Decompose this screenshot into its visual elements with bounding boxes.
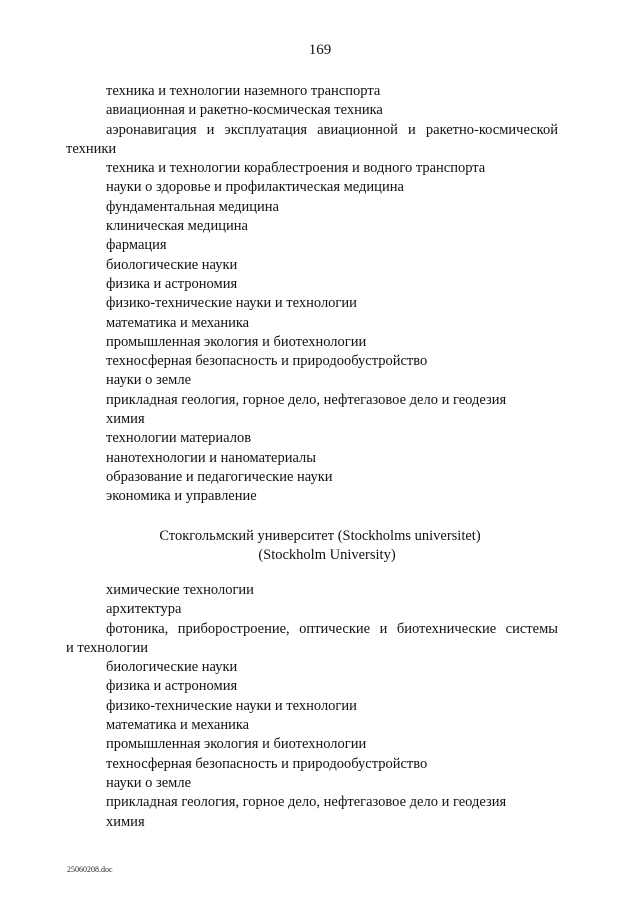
list-item: химия [106, 813, 145, 830]
list-item: клиническая медицина [106, 218, 248, 235]
section-heading [0, 527, 640, 565]
footer-filename: 25060208.doc [67, 865, 113, 874]
list-item: образование и педагогические науки [106, 468, 333, 485]
list-item: прикладная геология, горное дело, нефтегазовое дело и геодезия [106, 391, 507, 408]
list-item: химия [106, 411, 145, 428]
list-item: математика и механика [106, 314, 250, 331]
list-item [0, 620, 640, 659]
list-item: науки о земле [106, 774, 192, 791]
list-item: промышленная экология и биотехнологии [106, 333, 367, 350]
list-item: промышленная экология и биотехнологии [106, 736, 367, 753]
list-item: нанотехнологии и наноматериалы [106, 449, 317, 466]
list-item: техника и технологии кораблестроения и водного транспорта [106, 160, 486, 177]
list-item: биологические науки [106, 659, 238, 676]
list-item-line2: техники [66, 140, 117, 157]
list-item: химические технологии [106, 582, 254, 598]
list-item-line2: и технологии [66, 639, 148, 656]
list-item: технологии материалов [106, 430, 252, 447]
list-item: авиационная и ракетно-космическая техника [106, 102, 383, 119]
list-item: техносферная безопасность и природообустройство [106, 755, 428, 772]
list-item: физика и астрономия [106, 678, 238, 695]
list-item: биологические науки [106, 256, 238, 273]
list-item-line1: фотоника, приборостроение, оптические и биотехнические системы [106, 620, 558, 637]
section-heading-line1: Стокгольмский университет (Stockholms universitet) [159, 528, 481, 544]
list-item [0, 121, 640, 160]
section-heading-line2: (Stockholm University) [258, 547, 396, 563]
list-item: техника и технологии наземного транспорта [106, 83, 381, 99]
field-list-2 [0, 581, 640, 832]
list-item: архитектура [106, 601, 182, 618]
list-item: физика и астрономия [106, 275, 238, 292]
list-item: науки о земле [106, 372, 192, 389]
list-item: прикладная геология, горное дело, нефтегазовое дело и геодезия [106, 794, 507, 811]
list-item-line1: аэронавигация и эксплуатация авиационной и ракетно-космической [106, 121, 558, 138]
page-number: 169 [308, 42, 332, 58]
list-item: техносферная безопасность и природообустройство [106, 353, 428, 370]
list-item: физико-технические науки и технологии [106, 697, 357, 714]
field-list-1 [0, 82, 640, 507]
list-item: физико-технические науки и технологии [106, 295, 357, 312]
list-item: фундаментальная медицина [106, 198, 279, 215]
list-item: экономика и управление [106, 488, 257, 505]
list-item: математика и механика [106, 717, 250, 734]
list-item: науки о здоровье и профилактическая медицина [106, 179, 404, 196]
list-item: фармация [106, 237, 167, 254]
